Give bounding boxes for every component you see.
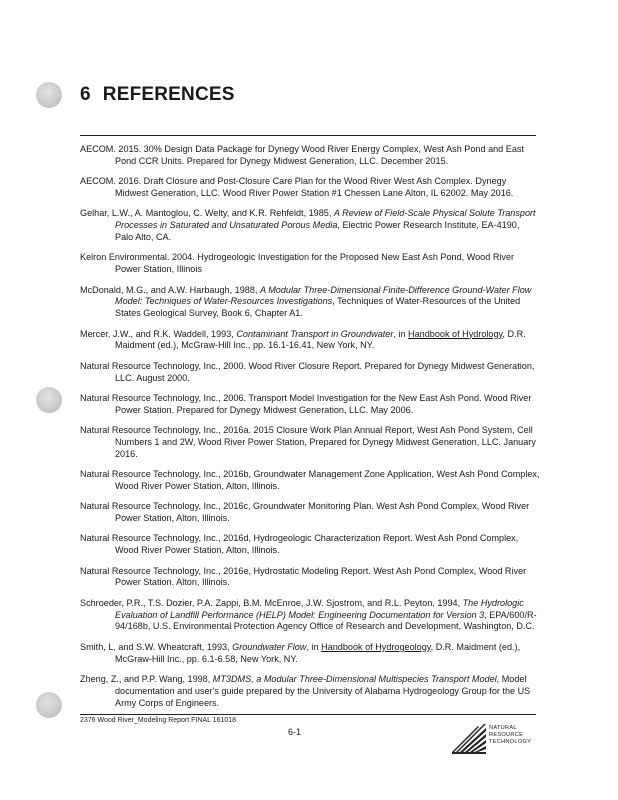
reference-entry <box>80 329 540 353</box>
reference-text: , D.R. Maidment (ed.), McGraw-Hill Inc., pp. 6.1-6.58, New York, NY. <box>115 641 521 664</box>
reference-text: Natural Resource Technology, Inc., 2016c, Groundwater Monitoring Plan. West Ash Pond Complex, Wood River Power Station, Alton, Illinois. <box>80 501 530 524</box>
reference-text: Natural Resource Technology, Inc., 2016e, Hydrostatic Modeling Report. West Ash Pond Complex, Wood River Power Station. Alton, Illinois. <box>80 565 527 588</box>
reference-text: , D.R. Maidment (ed.), McGraw-Hill Inc., pp. 16.1-16.41, New York, NY. <box>115 328 526 351</box>
reference-entry <box>80 674 540 709</box>
logo-line-2: RESOURCE <box>489 732 524 739</box>
reference-entry <box>80 598 540 633</box>
reference-book-title: Handbook of Hydrology <box>408 328 503 339</box>
section-title: REFERENCES <box>102 84 235 105</box>
reference-text: Kelron Environmental. 2004. Hydrogeologic Investigation for the Proposed New East Ash Pond, Wood River Power Station, Illinois <box>80 252 515 275</box>
reference-entry <box>80 469 540 493</box>
reference-text: , EPA/600/R-94/168b, U.S. Environmental Protection Agency Office of Research and Development, Washington, D.C. <box>115 609 537 632</box>
reference-text: AECOM. 2016. Draft Closure and Post-Closure Care Plan for the Wood River West Ash Complex. Dynegy Midwest Generation, LLC. Wood River Power Station #1 Chessen Lane Alton, IL 62002. May 2016. <box>80 176 514 198</box>
reference-text: Gelhar, L.W., A. Mantoglou, C. Welty, and K.R. Rehfeldt, 1985, <box>80 208 334 219</box>
reference-title: A Modular Three-Dimensional Finite-Difference Ground-Water Flow Model: Techniques of Water-Resources Investigations <box>115 284 532 307</box>
reference-title: A Review of Field-Scale Physical Solute Transport Processes in Saturated and Unsaturated Porous Media <box>115 208 536 231</box>
company-logo-text <box>489 725 531 747</box>
reference-book-title: Handbook of Hydrogeology <box>321 641 431 652</box>
reference-text: Natural Resource Technology, Inc., 2016a. 2015 Closure Work Plan Annual Report, West Ash Pond System, Cell Numbers 1 and 2W, Wood River Power Station, Prepared for Dynegy Midwest Generation, LLC. January 2016. <box>80 425 536 459</box>
section-number: 6 <box>80 84 91 105</box>
page-number: 6-1 <box>288 727 302 737</box>
reference-text: , in <box>306 641 322 652</box>
reference-entry <box>80 144 540 168</box>
reference-text: AECOM. 2015. 30% Design Data Package for Dynegy Wood River Energy Complex, West Ash Pond and East Pond CCR Units. Prepared for Dynegy Midwest Generation, LLC. December 2015. <box>80 144 524 166</box>
reference-list <box>80 144 540 718</box>
reference-entry <box>80 285 540 320</box>
footer-doc-id: 2376 Wood River_Modeling Report FINAL 161018 <box>80 717 237 724</box>
section-heading <box>80 84 235 106</box>
binder-hole-middle <box>36 387 62 413</box>
binder-hole-top <box>36 82 62 108</box>
reference-text: , Model documentation and user's guide prepared by the University of Alabama Hydrogeology Group for the US Army Corps of Engineers. <box>115 674 531 708</box>
reference-entry <box>80 533 540 557</box>
reference-entry <box>80 425 540 460</box>
reference-text: Mercer, J.W., and R.K. Waddell, 1993, <box>80 328 237 339</box>
reference-text: Schroeder, P.R., T.S. Dozier, P.A. Zappi, B.M. McEnroe, J.W. Sjostrom, and R.L. Peyton, 1994, <box>80 597 463 608</box>
reference-text: , Techniques of Water-Resources of the United States Geological Survey, Book 6, Chapter A1. <box>115 296 521 319</box>
logo-line-3: TECHNOLOGY <box>489 739 532 746</box>
reference-entry <box>80 176 540 200</box>
reference-text: , Electric Power Research Institute, EA-4190, Palo Alto, CA. <box>115 220 520 242</box>
reference-text: McDonald, M.G., and A.W. Harbaugh, 1988, <box>80 284 260 295</box>
reference-title: Contaminant Transport in Groundwater <box>236 328 394 339</box>
heading-rule <box>80 135 536 136</box>
footer-rule <box>80 714 536 715</box>
reference-title: Groundwater Flow <box>232 641 307 652</box>
reference-title: MT3DMS, a Modular Three-Dimensional Multispecies Transport Model <box>212 674 497 684</box>
reference-text: Smith, L, and S.W. Wheatcraft, 1993, <box>80 641 233 652</box>
reference-text: Natural Resource Technology, Inc., 2006. Transport Model Investigation for the New East Ash Pond. Wood River Power Station. Prepared for Dynegy Midwest Generation, LLC. May 2006. <box>80 392 532 415</box>
reference-entry <box>80 566 540 590</box>
reference-text: Natural Resource Technology, Inc., 2016d, Hydrogeologic Characterization Report. West Ash Pond Complex, Wood River Power Station, Alton, Illinois. <box>80 533 519 556</box>
reference-entry <box>80 393 540 417</box>
binder-hole-bottom <box>36 692 62 718</box>
reference-title: The Hydrologic Evaluation of Landfill Performance (HELP) Model: Engineering Documentation for Version 3 <box>115 597 524 620</box>
reference-entry <box>80 361 540 385</box>
reference-entry <box>80 642 540 666</box>
logo-line-1: NATURAL <box>489 725 517 731</box>
reference-text: Natural Resource Technology, Inc., 2016b, Groundwater Management Zone Application, West Ash Pond Complex, Wood River Power Station, Alton, Illinois. <box>80 469 540 491</box>
reference-text: , in <box>393 328 409 339</box>
reference-entry <box>80 501 540 525</box>
reference-entry <box>80 208 540 243</box>
reference-entry <box>80 252 540 276</box>
reference-text: Natural Resource Technology, Inc., 2000. Wood River Closure Report. Prepared for Dynegy Midwest Generation, LLC. August 2000. <box>80 360 535 383</box>
reference-text: Zheng, Z., and P.P. Wang, 1998, <box>80 674 213 684</box>
